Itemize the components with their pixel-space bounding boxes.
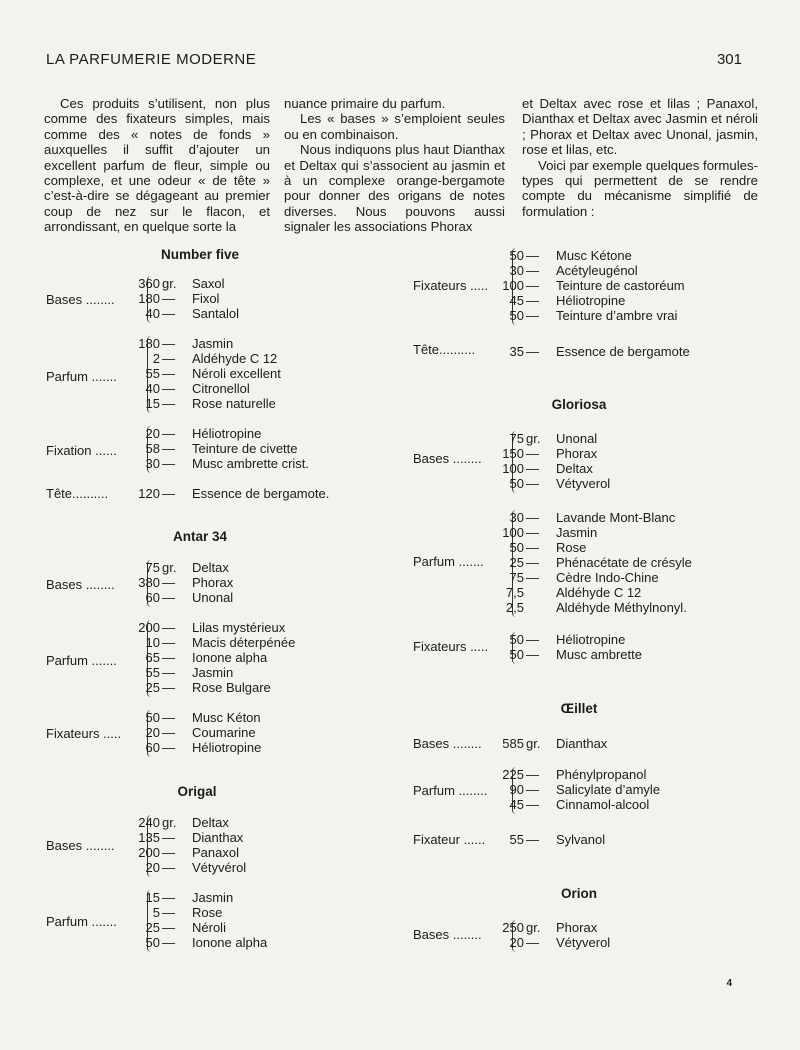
ingredient-quantity: 20	[145, 426, 160, 441]
ingredient-unit: —	[526, 293, 539, 308]
ingredient-quantity: 50	[509, 308, 524, 323]
ingredient-row	[484, 632, 642, 647]
ingredient-name: Néroli excellent	[192, 366, 281, 381]
ingredient-quantity: 200	[138, 845, 160, 860]
ingredient-row	[120, 935, 267, 950]
ingredient-list	[484, 736, 607, 751]
ingredient-unit: —	[162, 920, 175, 935]
ingredient-row	[120, 306, 239, 321]
ingredient-name: Jasmin	[192, 890, 234, 905]
page-number: 301	[716, 51, 742, 68]
ingredient-quantity: 75	[509, 570, 524, 585]
ingredient-row	[484, 647, 642, 662]
ingredient-name: Salicylate d’amyle	[556, 782, 661, 797]
formula-title-orion: Orion	[561, 886, 597, 901]
ingredient-list	[120, 336, 281, 411]
section-label-parfum: Parfum .......	[46, 369, 117, 384]
ingredient-quantity: 40	[145, 306, 160, 321]
ingredient-unit: —	[526, 782, 539, 797]
ingredient-unit: —	[526, 632, 539, 647]
ingredient-row	[120, 620, 295, 635]
ingredient-row	[484, 555, 692, 570]
section-label-fixateurs: Fixateurs .....	[413, 278, 489, 293]
ingredient-name: Cèdre Indo-Chine	[556, 570, 659, 585]
ingredient-name: Santalol	[192, 306, 239, 321]
ingredient-unit: gr.	[162, 560, 177, 575]
ingredient-row	[120, 890, 267, 905]
ingredient-unit: gr.	[526, 736, 541, 751]
ingredient-unit: —	[162, 665, 175, 680]
ingredient-name: Phorax	[556, 446, 598, 461]
section-label-parfum: Parfum .......	[46, 653, 117, 668]
ingredient-quantity: 60	[145, 740, 160, 755]
ingredient-name: Jasmin	[192, 665, 234, 680]
ingredient-row	[120, 830, 246, 845]
ingredient-list	[484, 832, 605, 847]
ingredient-unit: —	[162, 486, 175, 501]
ingredient-list	[120, 426, 309, 471]
ingredient-unit: —	[162, 830, 175, 845]
ingredient-unit: —	[162, 336, 175, 351]
ingredient-row	[120, 680, 295, 695]
ingredient-row	[484, 248, 685, 263]
ingredient-name: Jasmin	[556, 525, 598, 540]
ingredient-unit: —	[162, 740, 175, 755]
formula-title-oeillet: Œillet	[560, 701, 598, 716]
ingredient-quantity: 55	[145, 366, 160, 381]
ingredient-quantity: 15	[145, 890, 160, 905]
ingredient-unit: —	[162, 935, 175, 950]
ingredient-name: Teinture de civette	[192, 441, 298, 456]
intro-paragraph: et Deltax avec rose et lilas ; Panaxol, Dianthax et Deltax avec Jasmin et néroli ; Phorax et Deltax avec Unonal, jasmin, rose et lilas, etc.	[522, 96, 758, 158]
ingredient-unit: gr.	[162, 815, 177, 830]
ingredient-row	[484, 935, 610, 950]
ingredient-name: Dianthax	[556, 736, 608, 751]
ingredient-name: Ionone alpha	[192, 935, 268, 950]
ingredient-unit: —	[526, 263, 539, 278]
intro-column-2	[284, 96, 505, 235]
formula-title-number-five: Number five	[160, 247, 240, 262]
ingredient-quantity: 135	[138, 830, 160, 845]
ingredient-row	[120, 905, 267, 920]
intro-column-1	[44, 96, 270, 235]
ingredient-unit: —	[526, 647, 539, 662]
intro-paragraph: nuance primaire du parfum.	[284, 96, 446, 111]
ingredient-row	[120, 336, 281, 351]
ingredient-unit: —	[162, 860, 175, 875]
intro-paragraph: Les « bases » s’emploient seules ou en combinaison.	[284, 111, 505, 142]
ingredient-quantity: 10	[145, 635, 160, 650]
ingredient-unit: —	[162, 725, 175, 740]
ingredient-quantity: 55	[145, 665, 160, 680]
ingredient-quantity: 25	[509, 555, 524, 570]
ingredient-unit: —	[526, 935, 539, 950]
running-head: LA PARFUMERIE MODERNE	[46, 51, 257, 68]
ingredient-unit: —	[526, 344, 539, 359]
ingredient-row	[120, 710, 261, 725]
ingredient-unit: —	[162, 650, 175, 665]
ingredient-row	[484, 278, 685, 293]
ingredient-unit: —	[526, 797, 539, 812]
section-label-tete: Tête..........	[46, 486, 109, 501]
ingredient-name: Macis déterpénée	[192, 635, 296, 650]
ingredient-row	[120, 920, 267, 935]
ingredient-unit: —	[526, 555, 539, 570]
ingredient-quantity: 2	[152, 351, 160, 366]
ingredient-quantity: 240	[138, 815, 160, 830]
ingredient-name: Citronellol	[192, 381, 250, 396]
ingredient-quantity: 75	[509, 431, 524, 446]
ingredient-row	[120, 725, 261, 740]
ingredient-row	[484, 461, 610, 476]
ingredient-unit: —	[162, 426, 175, 441]
ingredient-row	[120, 665, 295, 680]
ingredient-quantity: 50	[509, 632, 524, 647]
ingredient-row	[120, 456, 309, 471]
ingredient-unit: —	[162, 635, 175, 650]
ingredient-name: Rose naturelle	[192, 396, 276, 411]
ingredient-quantity: 50	[509, 476, 524, 491]
ingredient-quantity: 120	[138, 486, 160, 501]
ingredient-name: Vétyverol	[556, 476, 611, 491]
ingredient-quantity: 30	[509, 263, 524, 278]
ingredient-quantity: 50	[145, 935, 160, 950]
ingredient-row	[120, 650, 295, 665]
ingredient-row	[120, 366, 281, 381]
ingredient-name: Unonal	[556, 431, 598, 446]
ingredient-name: Lilas mystérieux	[192, 620, 286, 635]
ingredient-unit: —	[526, 525, 539, 540]
ingredient-quantity: 100	[502, 525, 524, 540]
section-label-bases: Bases ........	[413, 451, 482, 466]
ingredient-row	[120, 426, 309, 441]
ingredient-row	[484, 920, 610, 935]
ingredient-quantity: 25	[145, 920, 160, 935]
ingredient-unit: —	[162, 396, 175, 411]
intro-column-3	[522, 96, 758, 219]
ingredient-quantity: 100	[502, 278, 524, 293]
ingredient-name: Vétyverol	[556, 935, 611, 950]
ingredient-name: Néroli	[192, 920, 226, 935]
ingredient-row	[484, 767, 660, 782]
ingredient-unit: —	[526, 308, 539, 323]
ingredient-row	[484, 525, 692, 540]
section-label-parfum: Parfum .......	[413, 554, 484, 569]
ingredient-name: Teinture d’ambre vrai	[556, 308, 678, 323]
ingredient-name: Ionone alpha	[192, 650, 268, 665]
intro-paragraph: Nous indiquons plus haut Dianthax et Deltax qui s’associent au jasmin et à un complexe orange-bergamote pour donner des origans de notes diverses. Nous pouvons aussi signaler les associations Phorax	[284, 142, 505, 235]
ingredient-name: Saxol	[192, 276, 225, 291]
ingredient-row	[120, 351, 281, 366]
ingredient-unit: —	[162, 456, 175, 471]
ingredient-unit: gr.	[526, 920, 541, 935]
ingredient-row	[120, 860, 246, 875]
ingredient-unit: —	[162, 590, 175, 605]
ingredient-unit: —	[162, 575, 175, 590]
ingredient-quantity: 30	[509, 510, 524, 525]
ingredient-quantity: 360	[138, 276, 160, 291]
ingredient-row	[484, 540, 692, 555]
ingredient-row	[484, 446, 610, 461]
signature-mark: 4	[726, 978, 732, 989]
ingredient-quantity: 20	[145, 725, 160, 740]
ingredient-unit: —	[526, 570, 539, 585]
section-label-parfum: Parfum .......	[46, 914, 117, 929]
ingredient-row	[120, 441, 309, 456]
ingredient-unit: —	[526, 540, 539, 555]
ingredient-quantity: 180	[138, 291, 160, 306]
ingredient-list	[120, 710, 261, 755]
ingredient-row	[120, 575, 233, 590]
ingredient-list	[484, 431, 610, 491]
intro-paragraph: Ces produits s’utilisent, non plus comme des fixateurs simples, mais comme des « notes de fonds » auxquelles il suffit d’ajouter un excellent parfum de fleur, simple ou complexe, et une odeur « de tête » c’est-à-dire se dégageant au premier coup de nez sur le flacon, et arrondissant, en quelque sorte la	[44, 96, 270, 235]
ingredient-row	[120, 560, 233, 575]
ingredient-name: Phénylpropanol	[556, 767, 647, 782]
ingredient-name: Aldéhyde C 12	[192, 351, 278, 366]
ingredient-unit: —	[162, 710, 175, 725]
ingredient-unit: —	[162, 441, 175, 456]
ingredient-unit: —	[526, 767, 539, 782]
ingredient-quantity: 55	[509, 832, 524, 847]
ingredient-row	[484, 585, 692, 600]
ingredient-name: Aldéhyde C 12	[556, 585, 642, 600]
ingredient-list	[120, 486, 329, 501]
ingredient-name: Phénacétate de crésyle	[556, 555, 692, 570]
ingredient-name: Essence de bergamote.	[192, 486, 330, 501]
ingredient-quantity: 200	[138, 620, 160, 635]
ingredient-unit: —	[162, 351, 175, 366]
ingredient-row	[484, 510, 692, 525]
ingredient-unit: —	[162, 366, 175, 381]
ingredient-row	[484, 293, 685, 308]
ingredient-quantity: 50	[145, 710, 160, 725]
section-label-bases: Bases ........	[413, 736, 482, 751]
ingredient-quantity: 250	[502, 920, 524, 935]
ingredient-list	[484, 767, 660, 812]
ingredient-quantity: 50	[509, 647, 524, 662]
ingredient-row	[484, 782, 660, 797]
ingredient-quantity: 7,5	[505, 585, 524, 600]
ingredient-quantity: 225	[502, 767, 524, 782]
ingredient-list	[484, 248, 685, 323]
ingredient-row	[484, 736, 607, 751]
ingredient-row	[120, 635, 295, 650]
ingredient-row	[484, 600, 692, 615]
ingredient-name: Héliotropine	[556, 632, 626, 647]
ingredient-quantity: 40	[145, 381, 160, 396]
ingredient-unit: —	[162, 381, 175, 396]
ingredient-quantity: 380	[138, 575, 160, 590]
ingredient-list	[484, 510, 692, 615]
ingredient-row	[120, 590, 233, 605]
ingredient-quantity: 45	[509, 293, 524, 308]
ingredient-list	[120, 276, 239, 321]
ingredient-quantity: 75	[145, 560, 160, 575]
ingredient-list	[484, 344, 690, 359]
ingredient-unit: —	[162, 890, 175, 905]
ingredient-quantity: 20	[509, 935, 524, 950]
ingredient-name: Fixol	[192, 291, 220, 306]
ingredient-unit: —	[162, 680, 175, 695]
ingredient-name: Essence de bergamote	[556, 344, 690, 359]
ingredient-unit: —	[162, 905, 175, 920]
section-label-fixateurs: Fixateurs .....	[46, 726, 122, 741]
ingredient-row	[120, 740, 261, 755]
ingredient-row	[120, 815, 246, 830]
ingredient-quantity: 35	[509, 344, 524, 359]
ingredient-name: Sylvanol	[556, 832, 606, 847]
ingredient-row	[120, 396, 281, 411]
ingredient-row	[120, 381, 281, 396]
ingredient-name: Musc ambrette crist.	[192, 456, 310, 471]
ingredient-quantity: 30	[145, 456, 160, 471]
ingredient-unit: —	[526, 510, 539, 525]
ingredient-name: Rose Bulgare	[192, 680, 271, 695]
ingredient-list	[484, 920, 610, 950]
section-label-fixateur: Fixateur ......	[413, 832, 486, 847]
ingredient-row	[484, 344, 690, 359]
ingredient-row	[120, 291, 239, 306]
ingredient-list	[120, 560, 233, 605]
ingredient-unit: —	[526, 476, 539, 491]
ingredient-quantity: 65	[145, 650, 160, 665]
ingredient-list	[120, 815, 246, 875]
ingredient-name: Coumarine	[192, 725, 256, 740]
ingredient-quantity: 5	[152, 905, 160, 920]
ingredient-row	[484, 431, 610, 446]
ingredient-unit: —	[162, 306, 175, 321]
ingredient-name: Musc ambrette	[556, 647, 642, 662]
formula-title-gloriosa: Gloriosa	[551, 397, 607, 412]
ingredient-unit: —	[526, 278, 539, 293]
ingredient-quantity: 15	[145, 396, 160, 411]
section-label-parfum: Parfum ........	[413, 783, 488, 798]
ingredient-name: Deltax	[556, 461, 593, 476]
ingredient-name: Rose	[556, 540, 587, 555]
ingredient-name: Phorax	[192, 575, 234, 590]
ingredient-unit: —	[162, 291, 175, 306]
ingredient-name: Dianthax	[192, 830, 244, 845]
section-label-fixation: Fixation ......	[46, 443, 117, 458]
ingredient-quantity: 50	[509, 540, 524, 555]
ingredient-name: Rose	[192, 905, 223, 920]
section-label-tete: Tête..........	[413, 342, 476, 357]
ingredient-name: Musc Kétone	[556, 248, 632, 263]
ingredient-row	[120, 845, 246, 860]
ingredient-row	[484, 797, 660, 812]
ingredient-unit: —	[526, 248, 539, 263]
ingredient-row	[484, 476, 610, 491]
ingredient-list	[120, 620, 295, 695]
ingredient-unit: —	[526, 832, 539, 847]
section-label-bases: Bases ........	[46, 838, 115, 853]
ingredient-name: Héliotropine	[192, 740, 262, 755]
ingredient-name: Phorax	[556, 920, 598, 935]
ingredient-unit: —	[162, 845, 175, 860]
ingredient-row	[120, 486, 329, 501]
ingredient-name: Panaxol	[192, 845, 239, 860]
ingredient-unit: —	[162, 620, 175, 635]
ingredient-quantity: 2,5	[505, 600, 524, 615]
ingredient-name: Deltax	[192, 815, 229, 830]
ingredient-row	[120, 276, 239, 291]
ingredient-row	[484, 570, 692, 585]
ingredient-quantity: 180	[138, 336, 160, 351]
ingredient-quantity: 20	[145, 860, 160, 875]
ingredient-name: Cinnamol-alcool	[556, 797, 650, 812]
ingredient-name: Deltax	[192, 560, 229, 575]
ingredient-row	[484, 263, 685, 278]
section-label-bases: Bases ........	[46, 577, 115, 592]
ingredient-quantity: 50	[509, 248, 524, 263]
ingredient-name: Lavande Mont-Blanc	[556, 510, 676, 525]
section-label-bases: Bases ........	[46, 292, 115, 307]
ingredient-name: Aldéhyde Méthylnonyl.	[556, 600, 687, 615]
ingredient-list	[120, 890, 267, 950]
ingredient-quantity: 58	[145, 441, 160, 456]
ingredient-quantity: 45	[509, 797, 524, 812]
ingredient-name: Jasmin	[192, 336, 234, 351]
ingredient-row	[484, 832, 605, 847]
intro-paragraph: Voici par exemple quelques formules-types qui permettent de se rendre compte du mécanisme simplifié de formulation :	[522, 157, 758, 219]
section-label-fixateurs: Fixateurs .....	[413, 639, 489, 654]
ingredient-quantity: 25	[145, 680, 160, 695]
ingredient-quantity: 150	[502, 446, 524, 461]
ingredient-row	[484, 308, 685, 323]
formula-title-antar: Antar 34	[172, 529, 228, 544]
formula-title-origal: Origal	[177, 784, 217, 799]
ingredient-name: Héliotropine	[192, 426, 262, 441]
ingredient-quantity: 100	[502, 461, 524, 476]
ingredient-name: Vétyvérol	[192, 860, 247, 875]
ingredient-unit: gr.	[526, 431, 541, 446]
ingredient-unit: —	[526, 461, 539, 476]
ingredient-unit: —	[526, 446, 539, 461]
ingredient-quantity: 585	[502, 736, 524, 751]
ingredient-name: Teinture de castoréum	[556, 278, 685, 293]
ingredient-name: Acétyleugénol	[556, 263, 638, 278]
ingredient-list	[484, 632, 642, 662]
ingredient-name: Héliotropine	[556, 293, 626, 308]
section-label-bases: Bases ........	[413, 927, 482, 942]
ingredient-quantity: 90	[509, 782, 524, 797]
ingredient-unit: gr.	[162, 276, 177, 291]
ingredient-name: Musc Kéton	[192, 710, 261, 725]
ingredient-name: Unonal	[192, 590, 234, 605]
ingredient-quantity: 60	[145, 590, 160, 605]
